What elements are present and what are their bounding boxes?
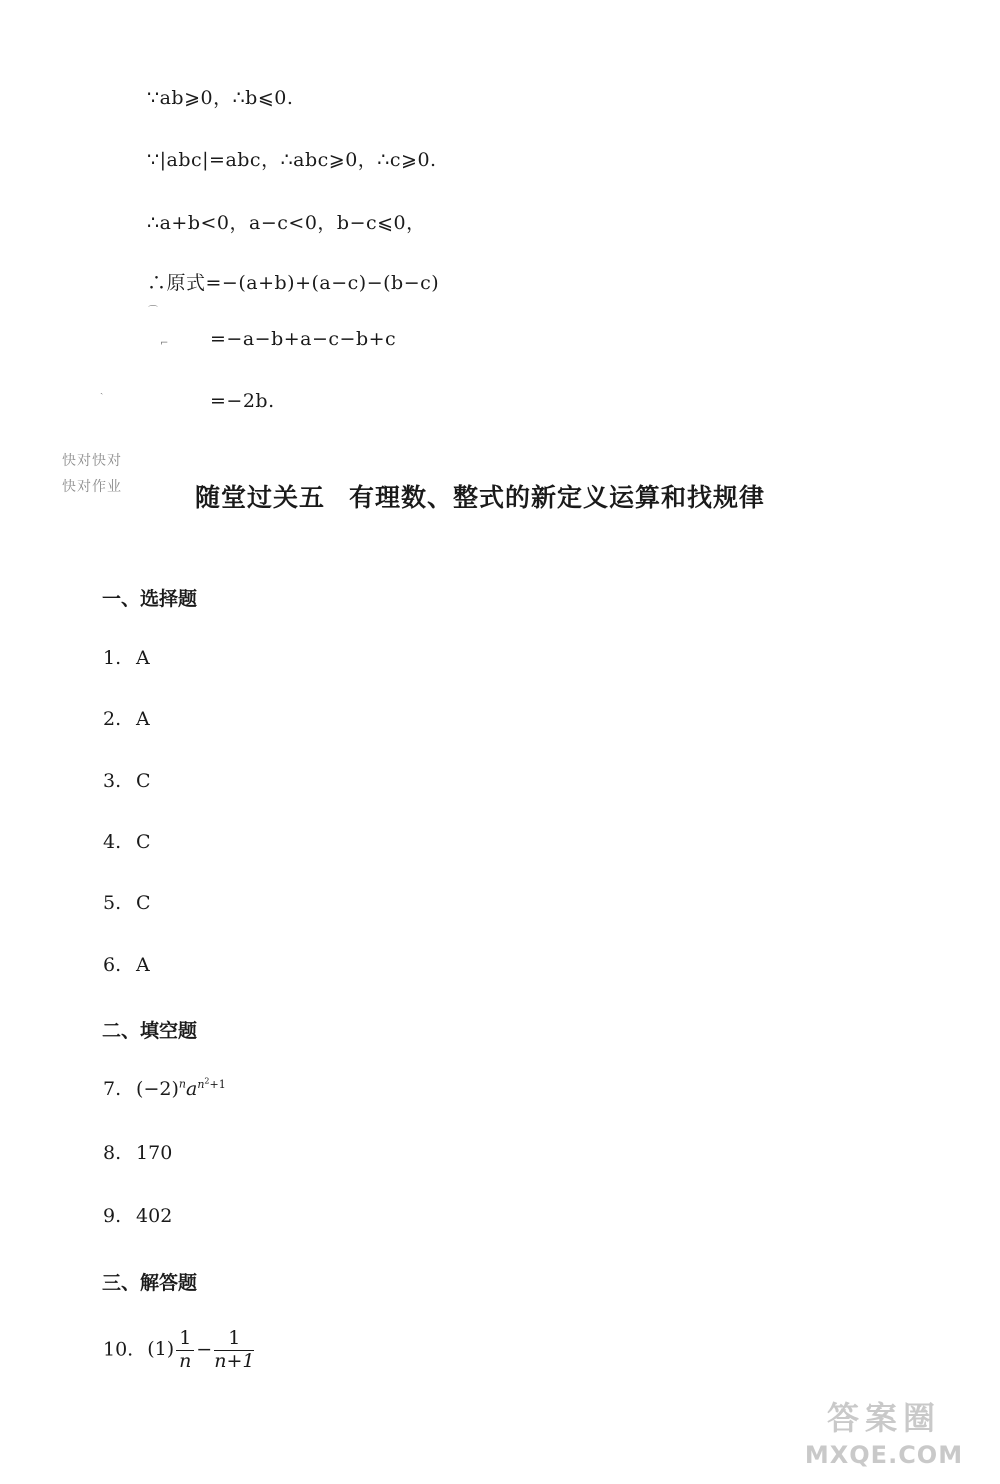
- question-number: 8.: [103, 1142, 122, 1164]
- qr-label-line1: 快对快对: [62, 453, 122, 469]
- expr-base: (−2): [136, 1077, 179, 1100]
- expr-exp2-tail: +1: [209, 1077, 226, 1091]
- question-number: 7.: [103, 1077, 122, 1100]
- question-number: 4.: [103, 831, 122, 853]
- choice-answer: [103, 831, 151, 853]
- answer-value: C: [136, 892, 151, 914]
- heading-solve: 三、解答题: [102, 1272, 198, 1294]
- fraction-1-numerator: 1: [176, 1328, 194, 1351]
- choice-answer: [103, 892, 151, 914]
- solution-line-1: ∵ab⩾0，∴b⩽0.: [147, 87, 294, 109]
- expr-exponent-n: n: [178, 1077, 186, 1091]
- scan-speck: ⌐: [160, 338, 169, 349]
- fraction-2-denominator: n+1: [214, 1349, 255, 1372]
- fraction-1: [176, 1328, 194, 1373]
- heading-fill: 二、填空题: [102, 1020, 198, 1042]
- answer-value: A: [136, 647, 150, 669]
- watermark-logo: 答案圈: [826, 1399, 941, 1437]
- answer-value: C: [136, 770, 151, 792]
- question-number: 6.: [103, 954, 122, 976]
- answer-value: 170: [136, 1142, 173, 1164]
- expr-exp2-power: 2: [204, 1076, 210, 1085]
- fraction-2-numerator: 1: [214, 1328, 254, 1351]
- section-title: [195, 478, 765, 514]
- fill-answer-8: [103, 1142, 172, 1164]
- choice-answer: [103, 708, 150, 730]
- fraction-2: [214, 1328, 254, 1373]
- scan-speck: ⌒: [148, 306, 158, 317]
- minus-sign: −: [196, 1338, 213, 1361]
- choice-answer: [103, 770, 151, 792]
- solution-line-6: =−2b.: [210, 390, 275, 412]
- section-title-topic: 有理数、整式的新定义运算和找规律: [349, 483, 766, 512]
- solution-line-2: ∵|abc|=abc，∴abc⩾0，∴c⩾0.: [147, 149, 437, 171]
- question-number: 9.: [103, 1205, 122, 1227]
- section-title-number: 随堂过关五: [195, 483, 326, 512]
- question-number: 3.: [103, 770, 122, 792]
- question-number: 1.: [103, 647, 122, 669]
- expr-variable: a: [185, 1077, 198, 1100]
- heading-choice: 一、选择题: [102, 588, 198, 610]
- question-number: 2.: [103, 708, 122, 730]
- site-watermark: [784, 1396, 984, 1478]
- question-number: 10.: [103, 1338, 134, 1361]
- qr-label-line2: 快对作业: [62, 479, 122, 495]
- solve-answer-10: [103, 1328, 256, 1373]
- expr-exp2-base: n: [197, 1077, 205, 1091]
- sub-part-label: (1): [147, 1338, 175, 1361]
- solution-line-4: ∴原式=−(a+b)+(a−c)−(b−c): [147, 272, 440, 294]
- choice-answer: [103, 647, 150, 669]
- fill-answer-7: [103, 1076, 226, 1100]
- question-number: 5.: [103, 892, 122, 914]
- answer-value: C: [136, 831, 151, 853]
- watermark-url: MXQE.COM: [804, 1441, 964, 1469]
- fraction-1-denominator: n: [179, 1349, 192, 1372]
- choice-answer: [103, 954, 150, 976]
- answer-value: 402: [136, 1205, 173, 1227]
- scan-speck: ˎ: [100, 384, 104, 395]
- solution-line-5: =−a−b+a−c−b+c: [210, 328, 397, 350]
- fill-answer-9: [103, 1205, 172, 1227]
- answer-value: A: [136, 954, 150, 976]
- answer-value: A: [136, 708, 150, 730]
- solution-line-3: ∴a+b<0，a−c<0，b−c⩽0，: [147, 212, 426, 234]
